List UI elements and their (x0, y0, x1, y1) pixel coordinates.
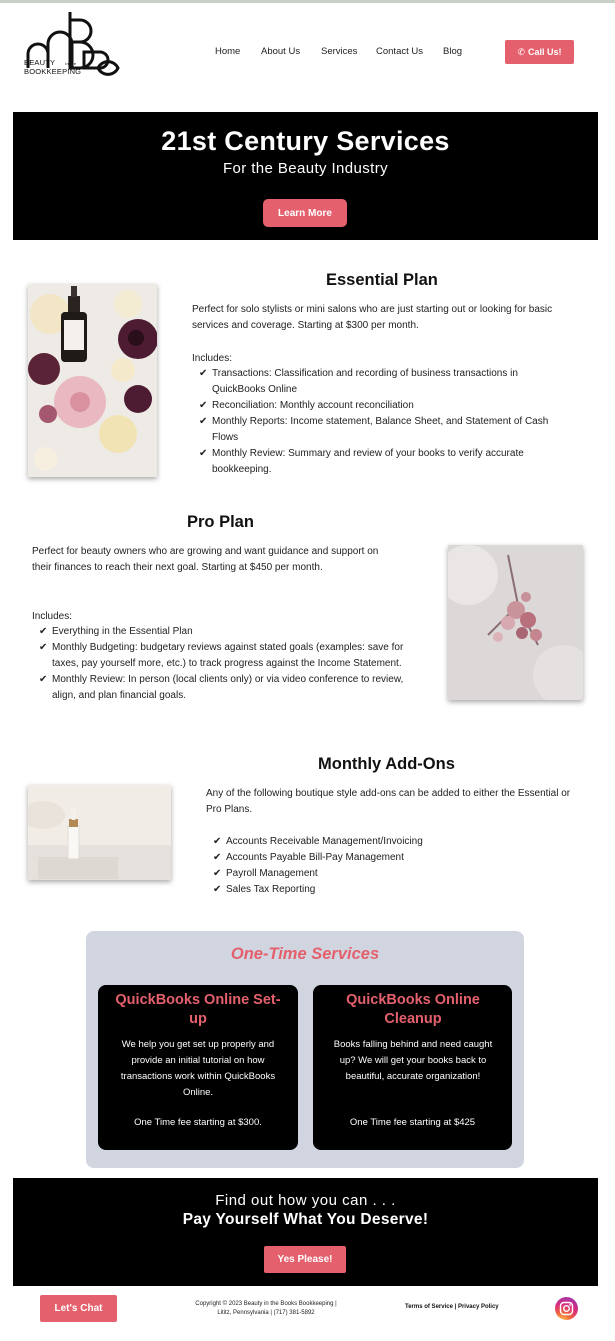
check-icon: ✔ (213, 836, 222, 847)
list-item-text: Monthly Review: Summary and review of your books to verify accurate bookkeeping. (212, 448, 524, 475)
addons-list (206, 834, 566, 898)
blossom-photo (448, 545, 583, 700)
list-item (192, 398, 572, 414)
lets-chat-button[interactable]: Let's Chat (40, 1295, 117, 1322)
check-icon: ✔ (199, 368, 208, 379)
pro-plan-image (448, 545, 583, 700)
essential-plan-title: Essential Plan (326, 271, 438, 289)
essential-plan-description: Perfect for solo stylists or mini salons who are just starting out or looking for basic services and coverage. Starting at $300 per month. (192, 304, 553, 331)
check-icon: ✔ (213, 868, 222, 879)
addons-description: Any of the following boutique style add-ons can be added to either the Essential or Pro Plans. (206, 788, 571, 815)
service-card-setup (98, 985, 298, 1150)
yes-please-button[interactable]: Yes Please! (264, 1246, 346, 1273)
nav-contact-us[interactable]: Contact Us (376, 46, 423, 57)
pro-plan-title: Pro Plan (187, 513, 254, 531)
one-time-services-title: One-Time Services (230, 945, 380, 963)
service-card-fee: One Time fee starting at $300. (134, 1117, 262, 1128)
check-icon: ✔ (39, 642, 48, 653)
addons-title: Monthly Add-Ons (318, 755, 455, 773)
nav-about-us[interactable]: About Us (261, 46, 301, 57)
serum-bottle-photo (28, 785, 171, 880)
list-item-text: Transactions: Classification and recording of business transactions in QuickBooks Online (212, 368, 518, 395)
terms-link[interactable]: Terms of Service (405, 1304, 453, 1310)
cta-banner (13, 1178, 598, 1286)
check-icon: ✔ (199, 416, 208, 427)
footer-separator: | (452, 1304, 458, 1310)
essential-plan-image (28, 284, 157, 477)
privacy-link[interactable]: Privacy Policy (457, 1304, 499, 1310)
check-icon: ✔ (213, 852, 222, 863)
list-item (206, 850, 566, 866)
logo-line1: BEAUTY (24, 58, 56, 67)
service-card-title: QuickBooks Online Cleanup (346, 992, 480, 1027)
service-card-cleanup (313, 985, 512, 1150)
essential-includes-label: Includes: (192, 353, 233, 364)
logo-line2: BOOKKEEPING (24, 67, 82, 76)
list-item-text: Everything in the Essential Plan (52, 626, 193, 637)
flowers-bottle-photo (28, 284, 157, 477)
check-icon: ✔ (199, 448, 208, 459)
footer-links (405, 1304, 499, 1310)
list-item (192, 446, 572, 478)
list-item (32, 672, 412, 704)
hero-subtitle: For the Beauty Industry (222, 160, 389, 177)
hero-banner (13, 112, 598, 240)
copyright (166, 1300, 366, 1318)
list-item-text: Reconciliation: Monthly account reconciliation (212, 400, 414, 411)
list-item (32, 624, 412, 640)
nav-home[interactable]: Home (215, 46, 241, 57)
check-icon: ✔ (39, 626, 48, 637)
service-card-title: QuickBooks Online Set-up (115, 992, 281, 1027)
nav-blog[interactable]: Blog (443, 46, 463, 57)
check-icon: ✔ (213, 884, 222, 895)
list-item (206, 834, 566, 850)
list-item (192, 366, 572, 398)
list-item (192, 414, 572, 446)
list-item (32, 640, 412, 672)
pro-plan-list (32, 624, 412, 704)
copyright-line2: Lititz, Pennsylvania | (717) 381-5892 (217, 1310, 315, 1316)
list-item-text: Payroll Management (226, 868, 318, 879)
phone-icon: ✆ (517, 46, 526, 57)
list-item-text: Accounts Payable Bill-Pay Management (226, 852, 404, 863)
list-item (206, 866, 566, 882)
call-us-button[interactable] (505, 40, 574, 64)
learn-more-button[interactable]: Learn More (263, 199, 347, 227)
essential-plan-list (192, 366, 572, 478)
instagram-glyph (559, 1301, 574, 1316)
copyright-line1: Copyright © 2023 Beauty in the Books Bookkeeping | (195, 1301, 337, 1307)
nav-services[interactable]: Services (321, 46, 358, 57)
service-card-body: Books falling behind and need caught up? We will get your books back to beautiful, accurate organization! (333, 1039, 493, 1082)
list-item-text: Monthly Review: In person (local clients only) or via video conference to review, align, and plan financial goals. (52, 674, 404, 701)
hero-title: 21st Century Services (161, 126, 450, 156)
pro-includes-label: Includes: (32, 611, 73, 622)
check-icon: ✔ (39, 674, 48, 685)
check-icon: ✔ (199, 400, 208, 411)
one-time-services-panel (86, 931, 524, 1168)
logo-text (24, 59, 81, 76)
service-card-body: We help you get set up properly and provide an initial tutorial on how transactions work within QuickBooks Online. (120, 1039, 276, 1098)
service-card-fee: One Time fee starting at $425 (349, 1117, 476, 1128)
list-item-text: Monthly Budgeting: budgetary reviews against stated goals (examples: save for taxes, pay yourself more, etc.) to track progress against the Income Statement. (52, 642, 404, 669)
list-item-text: Monthly Reports: Income statement, Balance Sheet, and Statement of Cash Flows (212, 416, 549, 443)
call-us-label: Call Us! (528, 47, 562, 57)
list-item-text: Accounts Receivable Management/Invoicing (226, 836, 423, 847)
instagram-icon[interactable] (555, 1297, 578, 1320)
addons-image (28, 785, 171, 880)
logo-small: in the (65, 61, 77, 66)
cta-line2: Pay Yourself What You Deserve! (182, 1211, 429, 1228)
top-border (0, 0, 615, 3)
list-item (206, 882, 566, 898)
cta-line1: Find out how you can . . . (215, 1192, 396, 1209)
pro-plan-description: Perfect for beauty owners who are growing and want guidance and support on their finances to reach their next goal. Starting at $450 per month. (32, 546, 379, 573)
list-item-text: Sales Tax Reporting (226, 884, 316, 895)
